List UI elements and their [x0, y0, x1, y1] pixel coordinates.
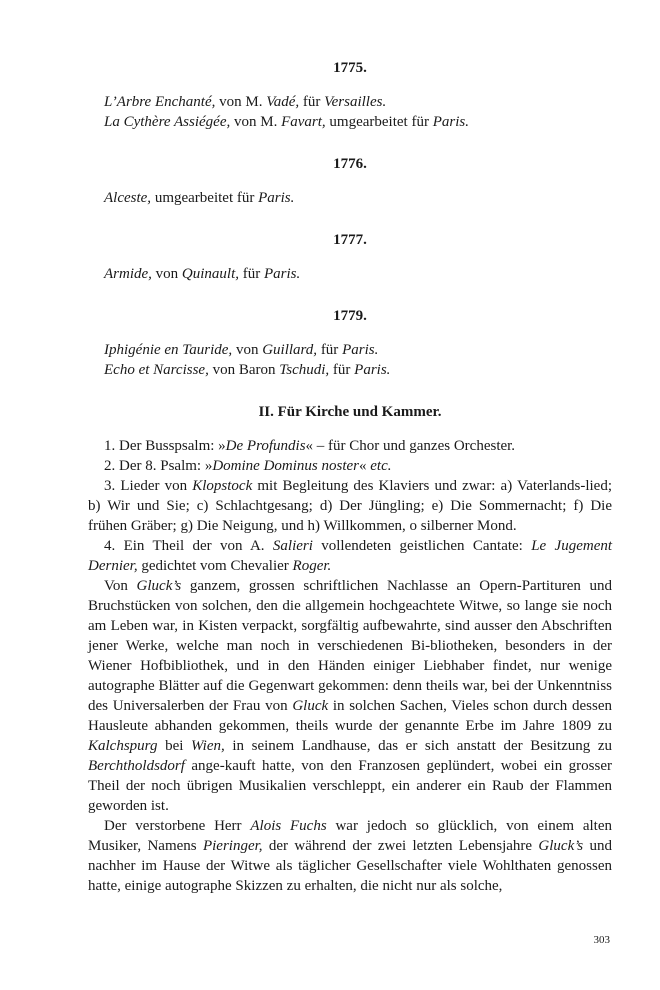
text-run: für — [239, 266, 265, 282]
text-run: von M. — [230, 114, 282, 130]
text-run: 2. Der 8. Psalm: » — [104, 458, 213, 474]
text-run: für — [299, 94, 325, 110]
italic-run: etc. — [370, 458, 392, 474]
italic-run: La Cythère Assiégée, — [104, 114, 231, 130]
paragraph — [88, 816, 612, 896]
text-run: für — [329, 362, 355, 378]
year-heading: 1776. — [333, 156, 367, 172]
list-item — [88, 476, 612, 536]
text-run: 4. Ein Theil der von A. — [104, 538, 273, 554]
text-run: bei — [157, 738, 191, 754]
italic-run: Salieri — [272, 538, 313, 554]
italic-run: Paris. — [354, 362, 391, 378]
text-run: von M. — [215, 94, 267, 110]
text-run: Von — [104, 578, 137, 594]
list-item — [88, 436, 612, 456]
opera-entry — [88, 340, 612, 360]
italic-run: Gluck — [292, 698, 329, 714]
text-run: von — [151, 266, 182, 282]
italic-run: Kalchspurg — [88, 738, 158, 754]
italic-run: Paris. — [432, 114, 469, 130]
text-run: von Baron — [208, 362, 280, 378]
text-run: in solchen Sachen, Vieles schon durch dessen Hausleute abhanden gekommen, theils wurde der genannte Erbe im Jahre 1809 zu — [88, 698, 612, 734]
italic-run: Iphigénie en Tauride, — [104, 342, 233, 358]
year-entries — [88, 264, 612, 284]
italic-run: Paris. — [342, 342, 379, 358]
opera-entry — [88, 112, 612, 132]
italic-run: Berchtholdsdorf — [88, 758, 185, 774]
italic-run: Alceste, — [104, 190, 152, 206]
italic-run: Echo et Narcisse, — [104, 362, 209, 378]
italic-run: Paris. — [264, 266, 301, 282]
text-run: 1. Der Busspsalm: » — [104, 438, 226, 454]
text-run: und nachher im Hause der Witwe als täglicher Gesellschafter viele Wohlthaten genossen hatte, einige autographe Skizzen zu erhalten, die nicht nur als solche, — [88, 838, 612, 894]
italic-run: Roger. — [292, 558, 332, 574]
opera-entry — [88, 264, 612, 284]
italic-run: Alois Fuchs — [250, 818, 327, 834]
year-entries — [88, 188, 612, 208]
text-run: in seinem Landhause, das er sich anstatt der Besitzung zu — [224, 738, 612, 754]
italic-run: Armide, — [104, 266, 152, 282]
italic-run: Favart, — [281, 114, 326, 130]
year-heading: 1779. — [333, 308, 367, 324]
text-run: der während der zwei letzten Lebensjahre — [262, 838, 539, 854]
text-run: mit Begleitung des Klaviers und zwar: a) Vaterlands-lied; b) Wir und Sie; c) Schlachtgesang; d) Der Jüngling; e) Die Sommernacht; f) Die frühen Gräber; g) Die Neigung, und h) Willkommen, o silberner Mond. — [88, 478, 612, 534]
text-run: ange-kauft hatte, von den Franzosen geplündert, wobei ein grosser Theil der noch übrigen Musikalien verschleppt, ein anderer ein Raub der Flammen geworden ist. — [88, 758, 612, 814]
text-run: für — [317, 342, 343, 358]
page-number: 303 — [593, 934, 610, 946]
year-entries — [88, 340, 612, 380]
italic-run: L’Arbre Enchanté, — [104, 94, 216, 110]
text-run: « — [359, 458, 371, 474]
list-item — [88, 456, 612, 476]
text-run: umgearbeitet für — [325, 114, 433, 130]
italic-run: Paris. — [258, 190, 295, 206]
document-page — [88, 58, 612, 896]
italic-run: Tschudi, — [279, 362, 330, 378]
list-item — [88, 536, 612, 576]
text-run: umgearbeitet für — [151, 190, 259, 206]
text-run: ganzem, grossen schriftlichen Nachlasse an Opern-Partituren und Bruchstücken von solchen, den die allgemein hochgeachtete Witwe, so lange sie noch am Leben war, in Kisten verpackt, sorgfältig aufbewahrte, sind ausser den Abschriften jener Werke, welche man noch in verschiedenen Bi-bliotheken, besonders in der Wiener Hofbibliothek, und in den Händen einiger Liebhaber findet, nur wenige autographe Blätter auf die Gegenwart gekommen: denn theils war, bei der Unkenntniss des Universalerben der Frau von — [88, 578, 612, 714]
year-entries — [88, 92, 612, 132]
italic-run: Versailles. — [324, 94, 387, 110]
year-heading: 1775. — [333, 60, 367, 76]
italic-run: Gluck’s — [136, 578, 182, 594]
opera-entry — [88, 188, 612, 208]
year-heading: 1777. — [333, 232, 367, 248]
text-run: 3. Lieder von — [104, 478, 193, 494]
italic-run: Wien, — [191, 738, 225, 754]
italic-run: Guillard, — [262, 342, 318, 358]
opera-entry — [88, 92, 612, 112]
paragraph — [88, 576, 612, 816]
italic-run: Pieringer, — [202, 838, 263, 854]
text-run: vollendeten geistlichen Cantate: — [312, 538, 532, 554]
italic-run: Domine Dominus noster — [212, 458, 359, 474]
text-run: « – für Chor und ganzes Orchester. — [305, 438, 516, 454]
body-text — [88, 576, 612, 896]
italic-run: Vadé, — [266, 94, 300, 110]
text-run: gedichtet vom Chevalier — [137, 558, 293, 574]
text-run: Der verstorbene Herr — [104, 818, 251, 834]
italic-run: Gluck’s — [538, 838, 584, 854]
italic-run: Le Jugement Dernier, — [88, 538, 613, 574]
year-list — [88, 58, 612, 380]
numbered-list — [88, 436, 612, 576]
text-run: war jedoch so glücklich, von einem alten Musiker, Namens — [88, 818, 612, 854]
opera-entry — [88, 360, 612, 380]
italic-run: De Profundis — [225, 438, 306, 454]
italic-run: Quinault, — [181, 266, 240, 282]
text-run: von — [232, 342, 263, 358]
italic-run: Klopstock — [192, 478, 253, 494]
section-title: II. Für Kirche und Kammer. — [258, 404, 442, 420]
